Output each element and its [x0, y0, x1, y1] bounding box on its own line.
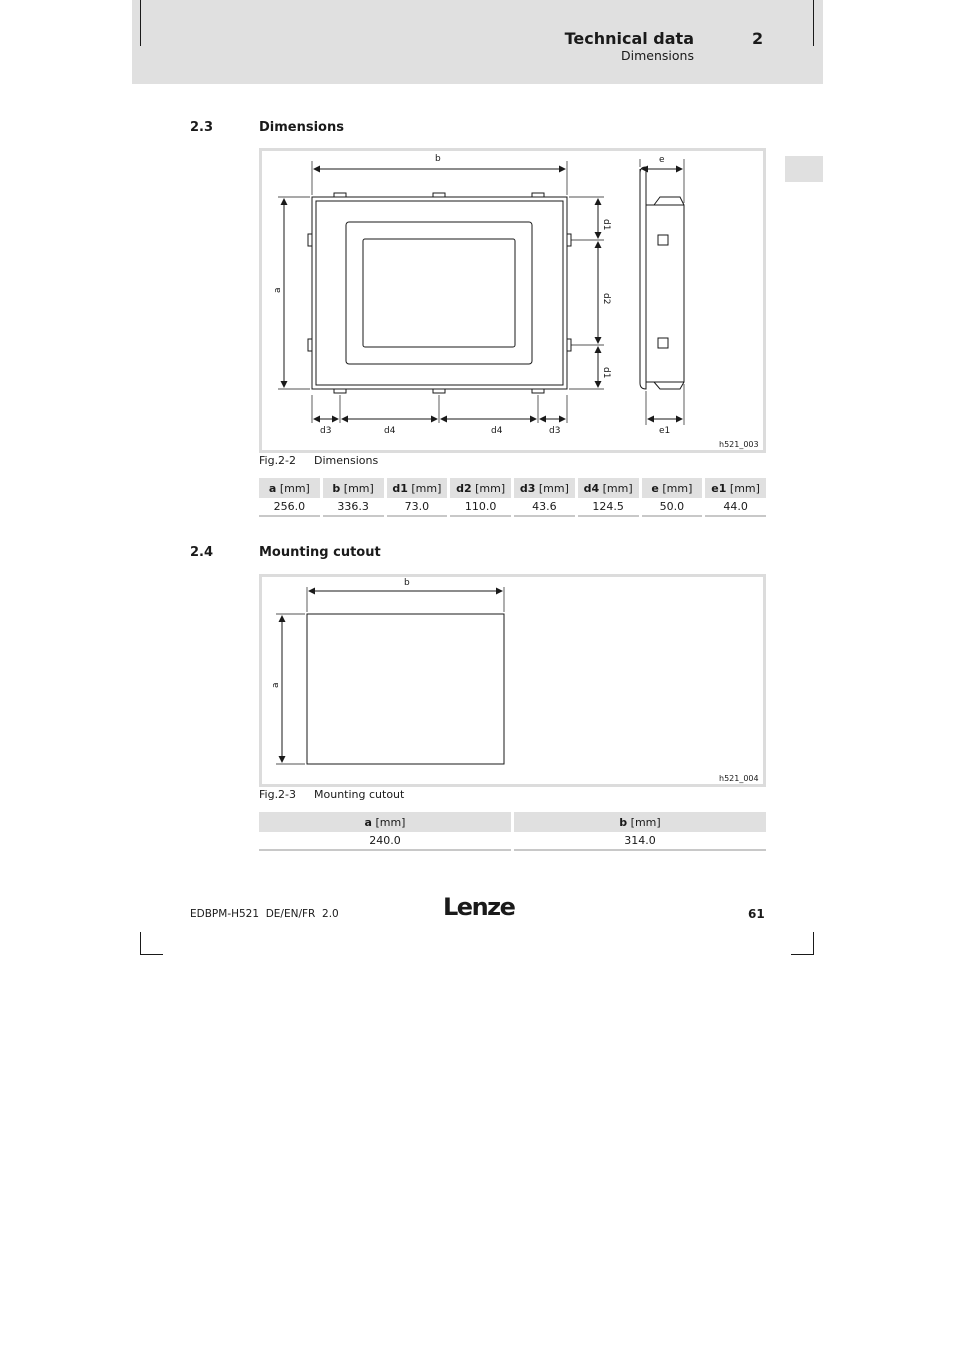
cutout-outline	[307, 614, 504, 764]
table-header: e [mm]	[642, 478, 703, 498]
table-header: d1 [mm]	[387, 478, 448, 498]
table-header: d2 [mm]	[450, 478, 511, 498]
header-band	[132, 0, 823, 84]
table-header-row	[259, 812, 766, 832]
side-view-bezel	[640, 167, 646, 389]
label-a: a	[273, 287, 283, 293]
label-d3-right: d3	[549, 426, 561, 436]
display-screen	[363, 239, 515, 347]
figure-caption-text: Dimensions	[314, 454, 379, 467]
cutout-label-a: a	[271, 682, 281, 688]
table-row	[259, 498, 766, 517]
table-header: d4 [mm]	[578, 478, 639, 498]
footer-doc-id: EDBPM-H521 DE/EN/FR 2.0	[190, 908, 339, 920]
table-cell: 50.0	[642, 498, 703, 517]
cutout-label-b: b	[404, 578, 410, 588]
lenze-logo: Lenze	[443, 893, 515, 921]
table-cell: 240.0	[259, 832, 511, 851]
table-cell: 314.0	[514, 832, 766, 851]
table-row	[259, 832, 766, 851]
figure-number: Fig.2-3	[259, 788, 297, 801]
header-title: Technical data	[564, 29, 694, 48]
table-cell: 44.0	[705, 498, 766, 517]
crop-mark	[791, 954, 814, 955]
label-d1-top: d1	[601, 219, 611, 231]
cutout-drawing-frame	[259, 574, 766, 787]
table-cell: 43.6	[514, 498, 575, 517]
crop-mark	[140, 954, 163, 955]
device-bezel	[316, 201, 563, 385]
label-d4-left: d4	[384, 426, 396, 436]
label-e: e	[659, 155, 665, 165]
table-header-row	[259, 478, 766, 498]
figure-caption	[259, 788, 459, 802]
table-header: d3 [mm]	[514, 478, 575, 498]
crop-mark	[813, 932, 814, 955]
crop-mark	[140, 932, 141, 955]
table-cell: 110.0	[450, 498, 511, 517]
drawing-id: h521_003	[719, 440, 759, 449]
figure-caption-text: Mounting cutout	[314, 788, 405, 801]
label-d4-right: d4	[491, 426, 503, 436]
table-header: b [mm]	[323, 478, 384, 498]
section-number: 2.3	[190, 120, 214, 135]
label-d1-bottom: d1	[601, 367, 611, 379]
side-view-housing	[646, 205, 684, 382]
device-housing	[312, 197, 567, 389]
table-header: a [mm]	[259, 812, 511, 832]
header-subtitle: Dimensions	[621, 48, 694, 63]
dimensions-drawing-frame	[259, 148, 766, 453]
drawing-id: h521_004	[719, 774, 759, 783]
table-header: e1 [mm]	[705, 478, 766, 498]
table-cell: 124.5	[578, 498, 639, 517]
cutout-table	[256, 812, 769, 851]
label-d2: d2	[601, 293, 611, 305]
label-e1: e1	[659, 426, 671, 436]
section-number: 2.4	[190, 545, 214, 560]
table-cell: 73.0	[387, 498, 448, 517]
page-number: 61	[748, 907, 765, 921]
table-header: b [mm]	[514, 812, 766, 832]
table-cell: 256.0	[259, 498, 320, 517]
crop-mark	[813, 0, 814, 46]
cutout-drawing	[262, 577, 763, 784]
dimensions-drawing	[262, 151, 763, 450]
figure-caption	[259, 454, 459, 468]
crop-mark	[140, 0, 141, 46]
table-cell: 336.3	[323, 498, 384, 517]
dimensions-table	[256, 478, 769, 517]
section-title: Dimensions	[259, 120, 344, 135]
label-b: b	[435, 154, 441, 164]
chapter-number: 2	[752, 29, 764, 48]
table-header: a [mm]	[259, 478, 320, 498]
display-frame	[346, 222, 532, 364]
label-d3-left: d3	[320, 426, 332, 436]
figure-number: Fig.2-2	[259, 454, 297, 467]
chapter-tab	[785, 156, 823, 182]
section-title: Mounting cutout	[259, 545, 381, 560]
